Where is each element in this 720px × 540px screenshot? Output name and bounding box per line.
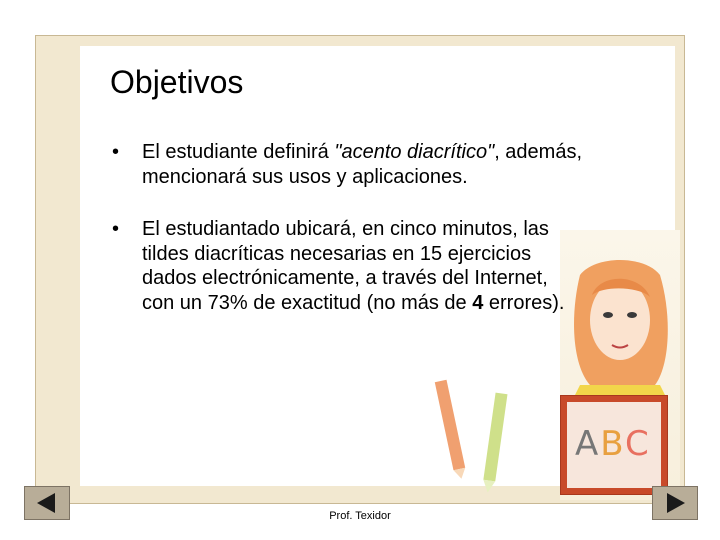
- bullet-text: El estudiante definirá: [142, 141, 335, 163]
- list-item: [112, 217, 582, 315]
- slide-footer: [0, 510, 720, 522]
- crayon-icon: [475, 385, 515, 495]
- footer-author: Prof. Texidor: [329, 510, 391, 522]
- board-letter-b: B: [600, 424, 625, 464]
- triangle-left-icon: [25, 487, 69, 519]
- next-slide-button[interactable]: [652, 486, 698, 520]
- previous-slide-button[interactable]: [24, 486, 70, 520]
- pencil-icon: [430, 370, 470, 480]
- slide-title: Objetivos: [110, 64, 244, 100]
- bullet-text-bold: 4: [472, 291, 484, 314]
- triangle-right-icon: [653, 487, 697, 519]
- bullet-text: errores).: [483, 291, 565, 314]
- board-letter-c: C: [625, 424, 651, 464]
- list-item: [112, 140, 582, 189]
- abc-board-surface: [567, 402, 661, 488]
- bullet-symbol: •: [112, 218, 120, 240]
- bullet-list: [112, 140, 582, 343]
- abc-letters: [575, 424, 651, 464]
- bullet-text: , además, mencionará sus usos y aplicaciones.: [142, 141, 583, 188]
- bullet-text-italic: "acento diacrítico": [334, 141, 495, 163]
- board-letter-a: A: [575, 424, 601, 464]
- abc-board: [560, 395, 668, 495]
- bullet-symbol: •: [112, 141, 120, 163]
- bullet-text: El estudiantado ubicará, en cinco minutos, las tildes diacríticas necesarias en 15 ejercicios dados electrónicamente, a través del Internet, con un 73% de exactitud (no más de: [142, 218, 549, 314]
